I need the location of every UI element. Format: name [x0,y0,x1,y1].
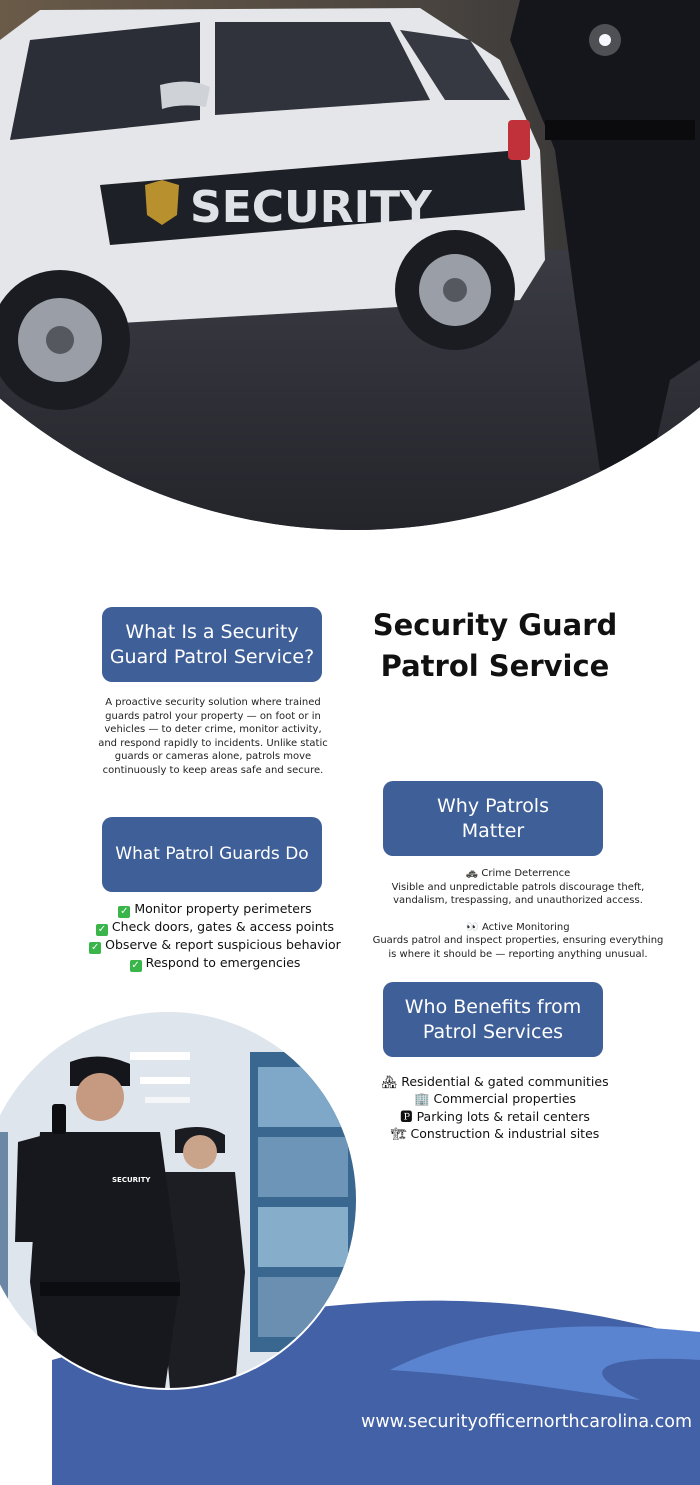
uniform-security-text: SECURITY [112,1176,151,1184]
why-heading-line2: Matter [461,819,525,842]
why-block-title: 👀 Active Monitoring [466,921,570,933]
why-details: 🚓 Crime Deterrence Visible and unpredictable patrols discourage theft, vandalism, trespassing, and unauthorized access. 👀 Active Monitoring Guards patrol and inspect properties, ensuring everything is where it should be — reporting anything unusual. [368,867,668,961]
what-is-heading-line1: What Is a Security [125,620,299,643]
list-item: 🏗 Construction & industrial sites [390,1125,600,1141]
list-item: ✓ Monitor property perimeters [120,901,312,917]
list-item: ✓ Observe & report suspicious behavior [90,937,341,953]
who-heading-line2: Patrol Services [422,1020,564,1043]
who-heading-box [383,982,603,1057]
why-heading-box [383,781,603,856]
who-heading-line1: Who Benefits from [404,995,582,1018]
who-list [368,1073,622,1142]
what-do-heading: What Patrol Guards Do [115,844,309,865]
check-icon: ✓ [90,942,100,953]
footer-url[interactable]: www.securityofficernorthcarolina.com [361,1412,692,1432]
list-item: 🏢 Commercial properties [413,1091,577,1107]
list-item: 🅿 Parking lots & retail centers [400,1108,590,1124]
check-icon: ✓ [120,906,129,917]
list-item: 🏘 Residential & gated communities [381,1074,609,1089]
why-heading-line1: Why Patrols [436,794,549,817]
what-is-heading-line2: Guard Patrol Service? [109,645,315,668]
what-is-heading-box [102,607,322,682]
check-icon: ✓ [131,960,140,971]
what-do-heading-box [102,817,322,892]
list-item: ✓ Check doors, gates & access points [97,919,335,935]
check-icon: ✓ [97,924,107,935]
why-block-title: 🚓 Crime Deterrence [465,868,571,879]
hero-photo [0,0,700,530]
what-do-list [60,900,370,972]
list-item: ✓ Respond to emergencies [131,955,301,971]
vehicle-security-text: SECURITY [190,182,432,233]
what-is-description: A proactive security solution where trained guards patrol your property — on foot or in vehicles — to deter crime, monitor activity, and respond rapidly to incidents. Unlike static guards or cameras alone, patrols move continuously to keep areas safe and secure. [98,697,328,776]
page-title: Security Guard Patrol Service [372,608,618,683]
